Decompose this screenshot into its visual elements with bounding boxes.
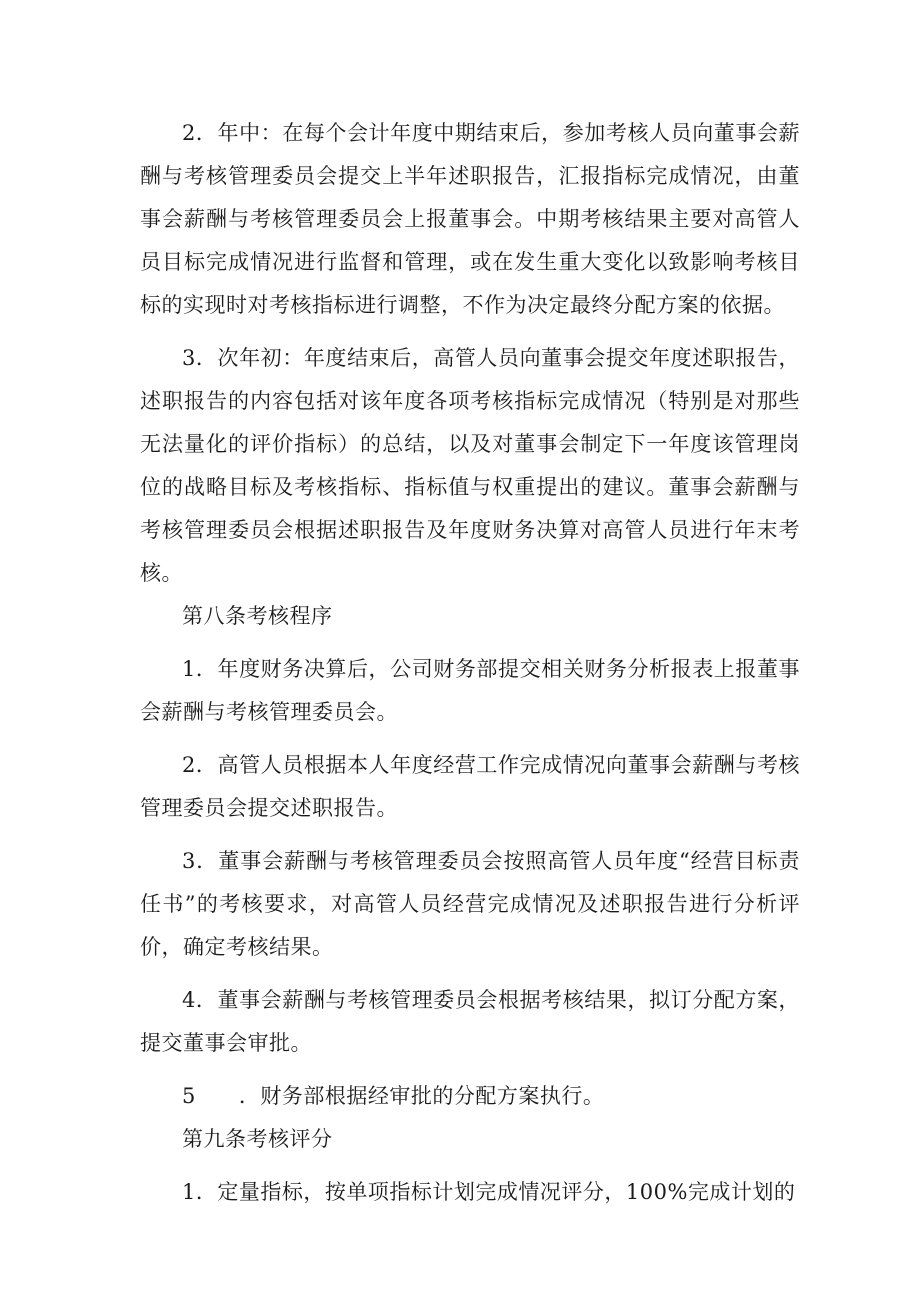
paragraph-procedure-3: 3．董事会薪酬与考核管理委员会按照高管人员年度“经营目标责任书”的考核要求，对高管人员经营完成情况及述职报告进行分析评价，确定考核结果。 xyxy=(140,849,800,959)
section-heading-article-9: 第九条考核评分 xyxy=(182,1127,333,1151)
paragraph-scoring-1: 1．定量指标，按单项指标计划完成情况评分，100%完成计划的 xyxy=(182,1180,796,1204)
paragraph-next-year-review: 3．次年初：年度结束后，高管人员向董事会提交年度述职报告，述职报告的内容包括对该年度各项考核指标完成情况（特别是对那些无法量化的评价指标）的总结，以及对董事会制定下一年度该管理岗位的战略目标及考核指标、指标值与权重提出的建议。董事会薪酬与考核管理委员会根据述职报告及年度财务决算对高管人员进行年末考核。 xyxy=(140,346,800,585)
document-body xyxy=(140,112,800,1214)
paragraph-procedure-1: 1．年度财务决算后，公司财务部提交相关财务分析报表上报董事会薪酬与考核管理委员会。 xyxy=(140,657,800,724)
paragraph-procedure-5: 5 ．财务部根据经审批的分配方案执行。 xyxy=(182,1084,605,1108)
paragraph-procedure-2: 2．高管人员根据本人年度经营工作完成情况向董事会薪酬与考核管理委员会提交述职报告。 xyxy=(140,753,800,820)
section-heading-article-8: 第八条考核程序 xyxy=(182,604,333,628)
paragraph-procedure-4: 4．董事会薪酬与考核管理委员会根据考核结果，拟订分配方案，提交董事会审批。 xyxy=(140,988,800,1055)
paragraph-midyear-review: 2．年中：在每个会计年度中期结束后，参加考核人员向董事会薪酬与考核管理委员会提交上半年述职报告，汇报指标完成情况，由董事会薪酬与考核管理委员会上报董事会。中期考核结果主要对高管人员目标完成情况进行监督和管理，或在发生重大变化以致影响考核目标的实现时对考核指标进行调整，不作为决定最终分配方案的依据。 xyxy=(140,121,800,317)
